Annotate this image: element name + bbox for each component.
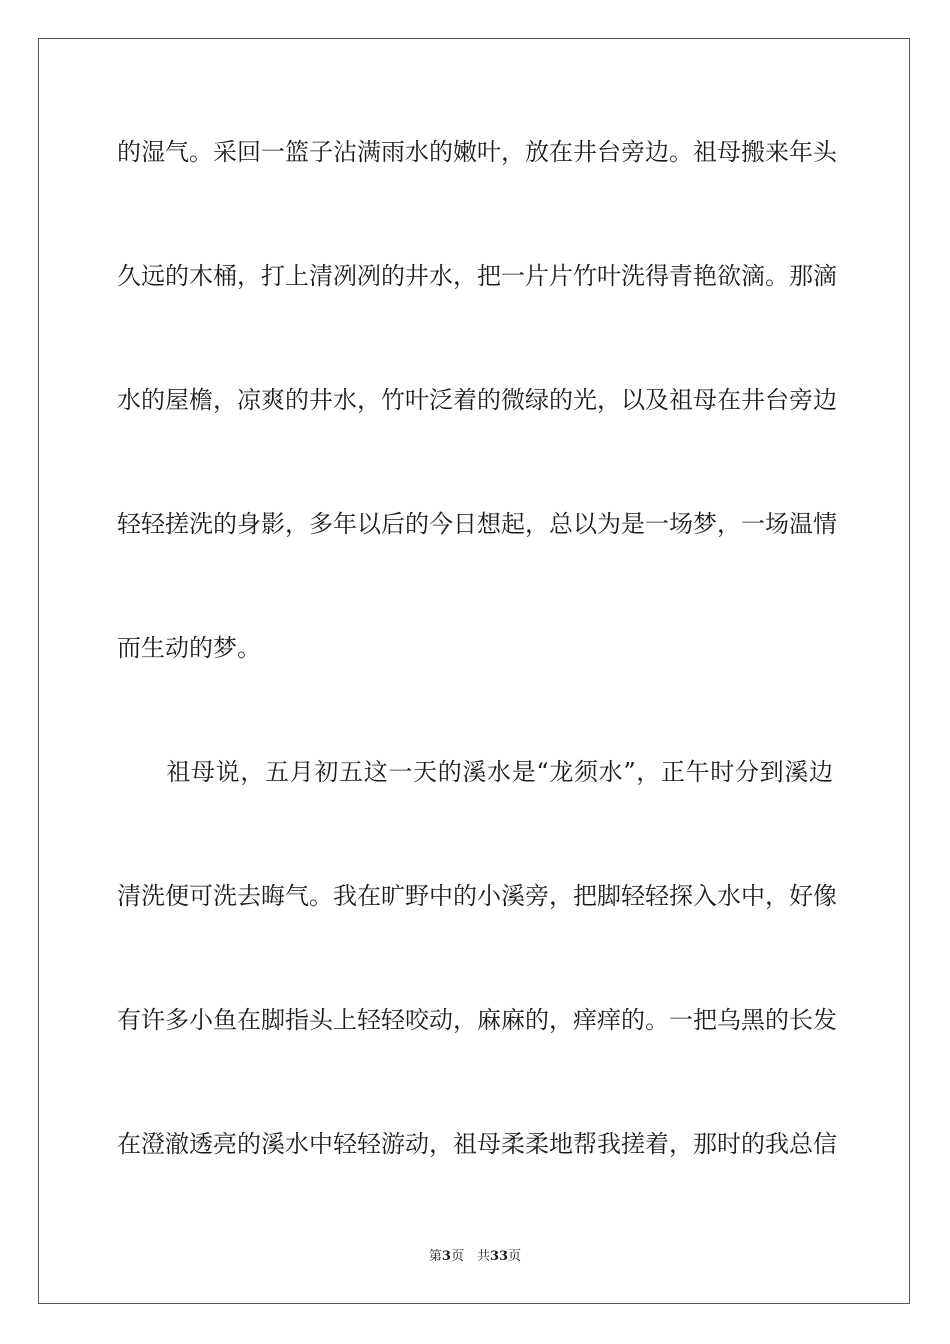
text-line: 在澄澈透亮的溪水中轻轻游动，祖母柔柔地帮我搓着，那时的我总信 <box>117 1130 837 1158</box>
current-page-number: 3 <box>441 1249 451 1264</box>
text-line: 久远的木桶，打上清冽冽的井水，把一片片竹叶洗得青艳欲滴。那滴 <box>117 262 837 290</box>
text-line: 清洗便可洗去晦气。我在旷野中的小溪旁，把脚轻轻探入水中，好像 <box>117 882 837 910</box>
text-line: 祖母说，五月初五这一天的溪水是“龙须水”，正午时分到溪边 <box>117 758 833 786</box>
text-line: 的湿气。采回一篮子沾满雨水的嫩叶，放在井台旁边。祖母搬来年头 <box>117 138 837 166</box>
text-line: 有许多小鱼在脚指头上轻轻咬动，麻麻的，痒痒的。一把乌黑的长发 <box>117 1006 837 1034</box>
footer-prefix: 第 <box>428 1249 442 1264</box>
text-line: 轻轻搓洗的身影，多年以后的今日想起，总以为是一场梦，一场温情 <box>117 510 837 538</box>
text-line: 水的屋檐，凉爽的井水，竹叶泛着的微绿的光，以及祖母在井台旁边 <box>117 386 837 414</box>
page-footer <box>0 1248 950 1266</box>
page-border <box>38 38 910 1304</box>
text-line: 而生动的梦。 <box>117 634 261 662</box>
total-pages-number: 33 <box>489 1249 509 1264</box>
footer-middle: 页 共 <box>450 1249 490 1264</box>
footer-suffix: 页 <box>508 1249 522 1264</box>
